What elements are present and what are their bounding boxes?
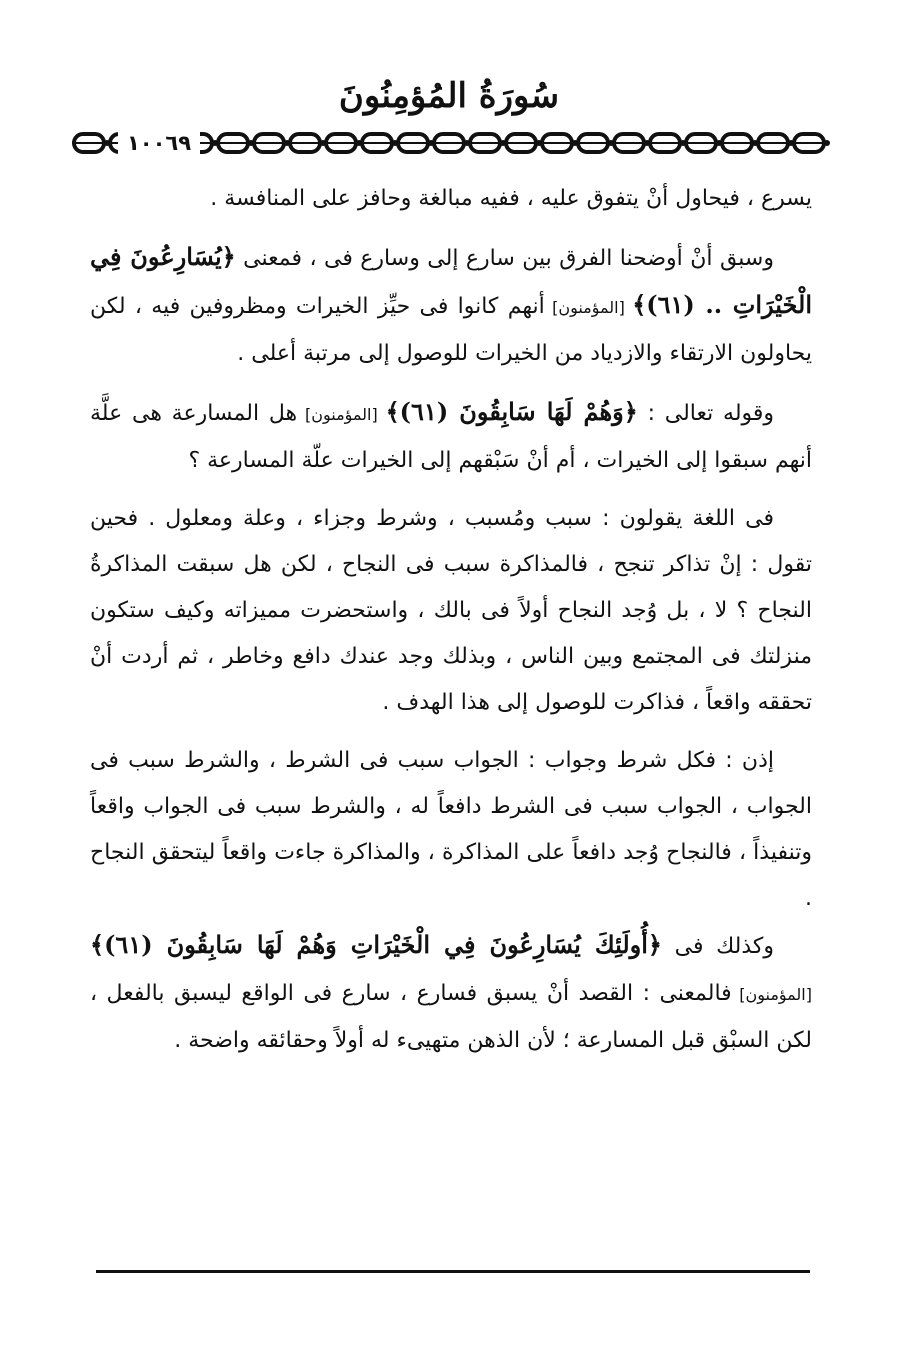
paragraph-text: إذن : فكل شرط وجواب : الجواب سبب فى الشرط ، والشرط سبب فى الجواب ، الجواب سبب فى الشرط دافعاً له ، والشرط سبب فى الجواب واقعاً وتنفيذاً ، فالنجاح وُجد دافعاً على المذاكرة ، والمذاكرة جاءت واقعاً ليتحقق النجاح .: [90, 748, 812, 911]
surah-reference: [المؤمنون]: [731, 985, 812, 1004]
surah-reference: [المؤمنون]: [297, 405, 386, 424]
page-number: ١٠٠٦٩: [118, 131, 200, 155]
quran-verse: ﴿يُسَارِعُونَ فِي الْخَيْرَاتِ .. (٦١)﴾: [90, 242, 813, 319]
paragraph-3: [90, 389, 812, 484]
paragraph-text: وسبق أنْ أوضحنا الفرق بين سارع إلى وسارع فى ، فمعنى: [235, 246, 774, 271]
paragraph-text: فالمعنى : القصد أنْ يسبق فسارع ، سارع فى الواقع ليسبق بالفعل ، لكن السبْق قبل المسارعة ؛ لأن الذهن متهيىء له أولاً وحقائقه واضحة .: [90, 981, 812, 1053]
paragraph-text: فى اللغة يقولون : سبب ومُسبب ، وشرط وجزاء ، وعلة ومعلول . فحين تقول : إنْ تذاكر تنجح ، فالمذاكرة سبب فى النجاح ، لكن هل سبقت المذاكرةُ النجاح ؟ لا ، بل وُجد النجاح أولاً فى بالك ، واستحضرت مميزاته وكيف ستكون منزلتك فى المجتمع وبين الناس ، وبذلك وجد عندك دافع وخاطر ، ثم أردت أنْ تحققه واقعاً ، فذاكرت للوصول إلى هذا الهدف .: [90, 506, 812, 715]
surah-reference: [المؤمنون]: [544, 298, 633, 317]
paragraph-1: [90, 176, 812, 222]
quran-verse: ﴿وَهُمْ لَهَا سَابِقُونَ (٦١)﴾: [385, 397, 638, 426]
quran-verse: ﴿أُولَئِكَ يُسَارِعُونَ فِي الْخَيْرَاتِ وَهُمْ لَهَا سَابِقُونَ (٦١)﴾: [90, 930, 662, 959]
footer-rule: [96, 1270, 810, 1273]
paragraph-5: [90, 738, 812, 922]
paragraph-2: [90, 234, 812, 377]
paragraph-6: [90, 922, 812, 1064]
surah-title: سُورَةُ المُؤمِنُونَ: [338, 76, 560, 116]
paragraph-text: هل المسارعة هى علَّة أنهم سبقوا إلى الخيرات ، أم أنْ سَبْقهم إلى الخيرات علّة المسارعة ؟: [90, 401, 812, 473]
paragraph-text: وقوله تعالى :: [637, 401, 775, 426]
paragraph-text: أنهم كانوا فى حيِّز الخيرات ومظروفين فيه ، لكن يحاولون الارتقاء والازدياد من الخيرات للوصول إلى مرتبة أعلى .: [90, 294, 812, 366]
paragraph-4: [90, 496, 812, 726]
body-text: [90, 176, 812, 1064]
paragraph-text: يسرع ، فيحاول أنْ يتفوق عليه ، ففيه مبالغة وحافز على المنافسة .: [210, 186, 812, 211]
paragraph-text: وكذلك فى: [661, 934, 774, 959]
